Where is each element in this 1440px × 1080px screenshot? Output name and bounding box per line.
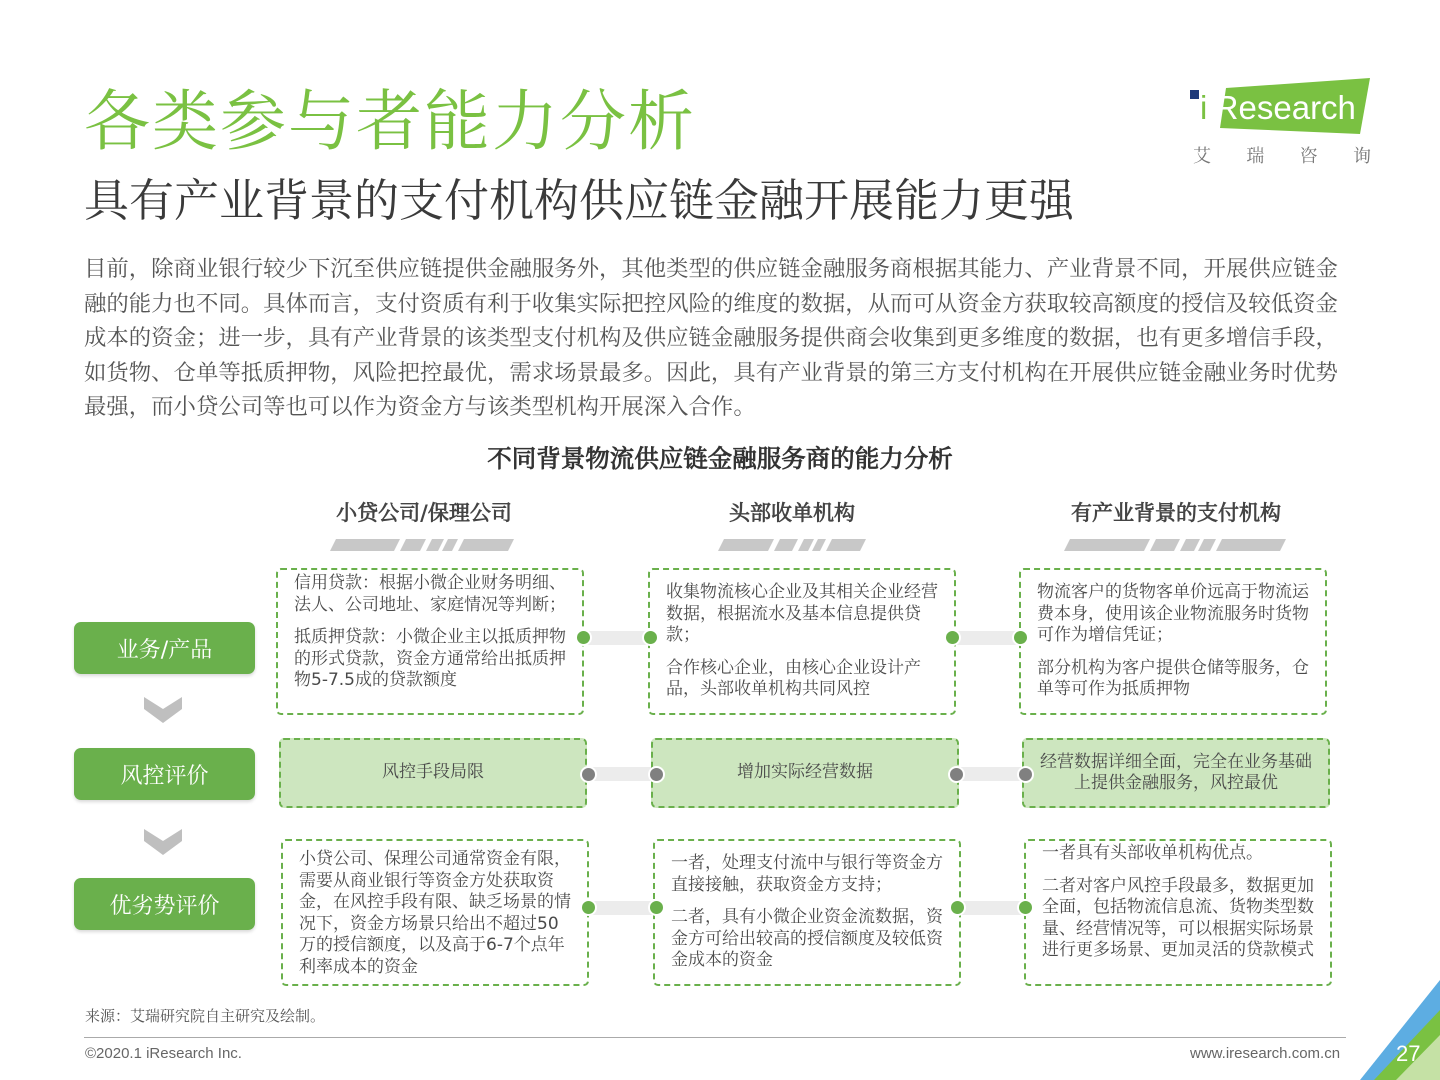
connector-dot: [575, 629, 592, 646]
connector: [956, 631, 1019, 645]
row-label-evaluation: 优劣势评价: [74, 878, 255, 930]
evaluation-box-industry-payment: 一者具有头部收单机构优点。 二者对客户风控手段最多，数据更加全面，包括物流信息流、货物类型数量、经营情况等，可以根据实际场景进行更多场景、更加灵活的贷款模式: [1024, 839, 1332, 986]
column-header-industry-payment: 有产业背景的支付机构: [1071, 501, 1281, 525]
footer-divider: [84, 1037, 1346, 1038]
header-stripes: [716, 538, 868, 552]
logo-subtitle: 艾 瑞 咨 询: [1193, 146, 1371, 167]
header-stripes: [1062, 538, 1288, 552]
column-header-microloan: 小贷公司/保理公司: [336, 501, 512, 525]
connector-dot: [642, 629, 659, 646]
risk-box-microloan: 风控手段局限: [279, 738, 587, 808]
connector-dot: [944, 629, 961, 646]
copyright: ©2020.1 iResearch Inc.: [85, 1045, 242, 1062]
connector-dot: [648, 899, 665, 916]
page-number: 27: [1396, 1041, 1421, 1066]
source-note: 来源：艾瑞研究院自主研究及绘制。: [85, 1007, 326, 1025]
business-box-microloan: 信用贷款：根据小微企业财务明细、法人、公司地址、家庭情况等判断； 抵质押贷款：小微企业主以抵质押物的形式贷款，资金方通常给出抵质押物5-7.5成的贷款额度: [276, 568, 584, 715]
connector-dot: [1012, 629, 1029, 646]
connector-dot: [1017, 899, 1034, 916]
connector-dot: [648, 766, 665, 783]
chevron-down-icon: [144, 829, 182, 855]
column-header-acquirer: 头部收单机构: [729, 501, 855, 525]
connector-dot: [948, 766, 965, 783]
page-subtitle: 具有产业背景的支付机构供应链金融开展能力更强: [84, 174, 1075, 227]
connector: [584, 631, 648, 645]
evaluation-box-acquirer: 一者，处理支付流中与银行等资金方直接接触，获取资金方支持； 二者，具有小微企业资金流数据，资金方可给出较高的授信额度及较低资金成本的资金: [653, 839, 961, 986]
connector: [961, 901, 1024, 915]
logo-brand: iiResearch: [1200, 89, 1356, 126]
risk-box-industry-payment: 经营数据详细全面，完全在业务基础上提供金融服务，风控最优: [1022, 738, 1330, 808]
row-label-business: 业务/产品: [74, 622, 255, 674]
connector-dot: [580, 899, 597, 916]
row-label-risk: 风控评价: [74, 748, 255, 800]
connector-dot: [1017, 766, 1034, 783]
business-box-acquirer: 收集物流核心企业及其相关企业经营数据，根据流水及基本信息提供贷款； 合作核心企业，由核心企业设计产品，头部收单机构共同风控: [648, 568, 956, 715]
intro-paragraph: 目前，除商业银行较少下沉至供应链提供金融服务外，其他类型的供应链金融服务商根据其能力、产业背景不同，开展供应链金融的能力也不同。具体而言，支付资质有利于收集实际把控风险的维度的数据，从而可从资金方获取较高额度的授信及较低资金成本的资金；进一步，具有产业背景的该类型支付机构及供应链金融服务提供商会收集到更多维度的数据，也有更多增信手段，如货物、仓单等抵质押物，风险把控最优，需求场景最多。因此，具有产业背景的第三方支付机构在开展供应链金融业务时优势最强，而小贷公司等也可以作为资金方与该类型机构开展深入合作。: [84, 256, 1338, 420]
header-stripes: [328, 538, 516, 552]
website-link[interactable]: www.iresearch.com.cn: [1190, 1045, 1341, 1062]
page-title: 各类参与者能力分析: [84, 83, 696, 160]
connector: [959, 767, 1022, 781]
diagram-title: 不同背景物流供应链金融服务商的能力分析: [487, 444, 953, 473]
chevron-down-icon: [144, 697, 182, 723]
business-box-industry-payment: 物流客户的货物客单价远高于物流运费本身，使用该企业物流服务时货物可作为增信凭证； 部分机构为客户提供仓储等服务，仓单等可作为抵质押物: [1019, 568, 1327, 715]
connector-dot: [580, 766, 597, 783]
connector-dot: [949, 899, 966, 916]
connector: [589, 901, 653, 915]
risk-box-acquirer: 增加实际经营数据: [651, 738, 959, 808]
evaluation-box-microloan: 小贷公司、保理公司通常资金有限，需要从商业银行等资金方处获取资金，在风控手段有限、缺乏场景的情况下，资金方场景只给出不超过50万的授信额度，以及高于6-7个点年利率成本的资金: [281, 839, 589, 986]
